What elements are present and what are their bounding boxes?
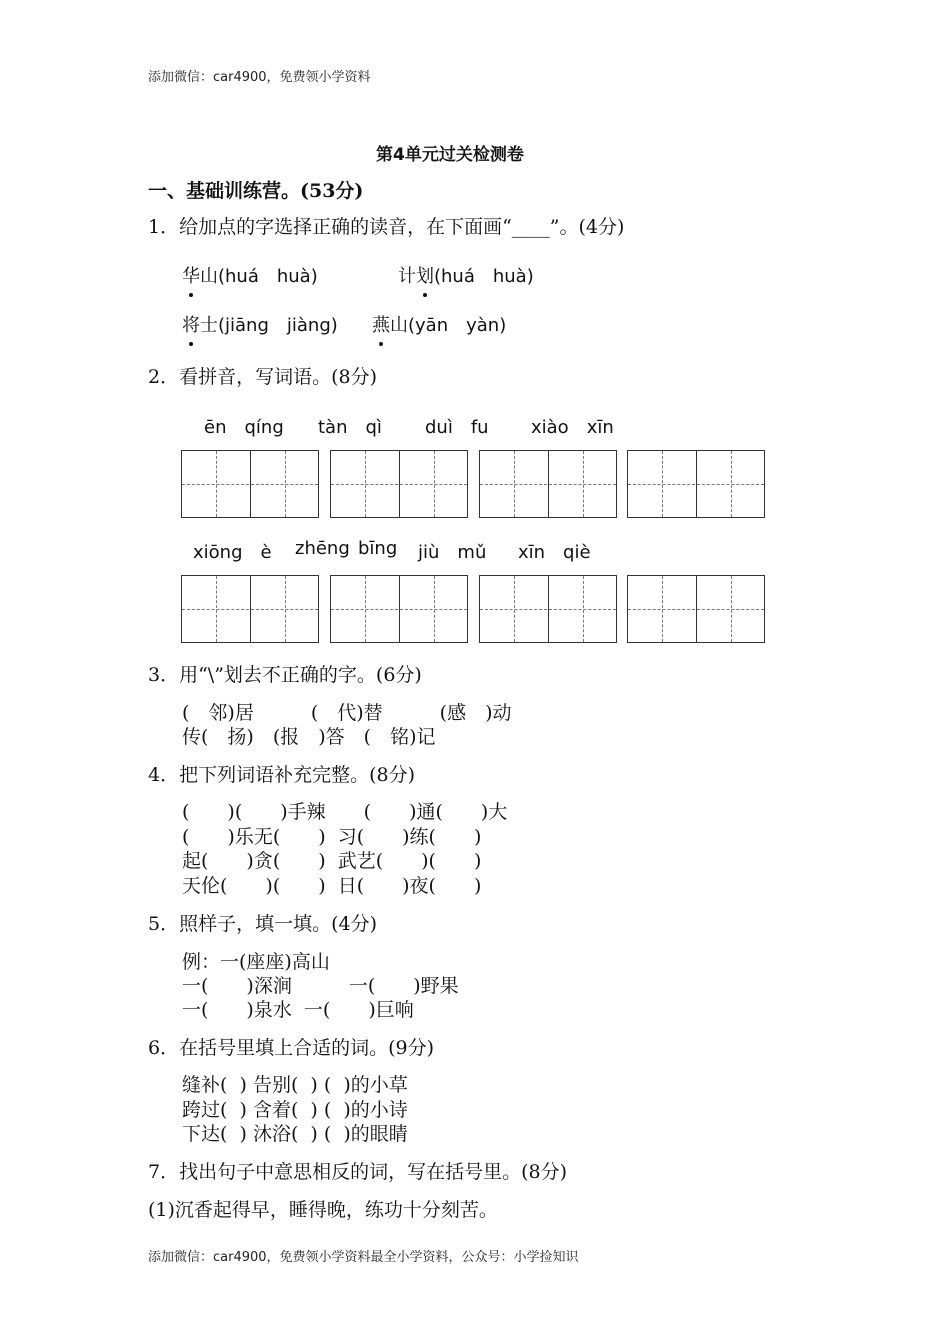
question-3-title: 3．用“\”划去不正确的字。(6分) [148,664,422,686]
q1-item-1-dotted-char: 华 [182,266,200,287]
writing-grid-4[interactable] [627,450,765,518]
pinyin-1: ēn qíng [204,417,284,438]
question-7-title: 7．找出句子中意思相反的词，写在括号里。(8分) [148,1161,568,1183]
question-4-title: 4．把下列词语补充完整。(8分) [148,764,416,786]
q3-line-1: ( 邻)居 ( 代)替 (感 )动 [182,702,512,724]
pinyin-7: bīng [358,538,398,559]
pinyin-9: xīn qiè [518,542,591,563]
q6-line-1: 缝补( ) 告别( ) ( )的小草 [182,1074,408,1096]
q5-example: 例：一(座座)高山 [182,951,330,973]
pinyin-2: tàn qì [318,417,382,438]
q5-line-2: 一( )深涧 一( )野果 [182,975,459,997]
q4-line-3: 起( )贪( ) 武艺( )( ) [182,850,482,872]
page-header: 添加微信：car4900，免费领小学资料 [148,70,371,85]
pinyin-5: xiōng è [193,542,272,563]
writing-grid-8[interactable] [627,575,765,643]
q1-item-4: 燕 山(yān yàn) [372,311,506,337]
writing-grid-3[interactable] [479,450,617,518]
q3-line-2: 传( 扬) (报 )答 ( 铭)记 [182,726,436,748]
writing-grid-6[interactable] [330,575,468,643]
q4-line-1: ( )( )手辣 ( )通( )大 [182,801,508,823]
q1-item-3-dotted-char: 将 [182,315,200,336]
question-1-title: 1．给加点的字选择正确的读音，在下面画“____”。(4分) [148,216,625,238]
page-title: 第4单元过关检测卷 [376,145,524,165]
pinyin-8: jiù mǔ [418,542,487,563]
writing-grid-5[interactable] [181,575,319,643]
writing-grid-2[interactable] [330,450,468,518]
question-6-title: 6．在括号里填上合适的词。(9分) [148,1037,435,1059]
q1-item-4-dotted-char: 燕 [372,315,390,336]
q1-item-2-dotted-char: 划 [416,266,434,287]
q7-sub-1: (1)沉香起得早，睡得晚，练功十分刻苦。 [148,1199,498,1221]
page-footer: 添加微信：car4900，免费领小学资料最全小学资料，公众号：小学捡知识 [148,1250,579,1265]
pinyin-6: zhēng [295,538,350,559]
question-5-title: 5．照样子，填一填。(4分) [148,913,378,935]
pinyin-4: xiào xīn [531,417,614,438]
question-2-title: 2．看拼音，写词语。(8分) [148,366,378,388]
pinyin-3: duì fu [425,417,489,438]
q6-line-3: 下达( ) 沐浴( ) ( )的眼睛 [182,1123,408,1145]
q4-line-4: 天伦( )( ) 日( )夜( ) [182,875,482,897]
section-1-heading: 一、基础训练营。(53分) [148,180,364,202]
writing-grid-1[interactable] [181,450,319,518]
q6-line-2: 跨过( ) 含着( ) ( )的小诗 [182,1099,408,1121]
q4-line-2: ( )乐无( ) 习( )练( ) [182,826,482,848]
q5-line-3: 一( )泉水 一( )巨响 [182,999,414,1021]
q1-item-2: 计划 (huá huà) [398,262,534,288]
q1-item-3: 将 士(jiāng jiàng) [182,311,338,337]
writing-grid-7[interactable] [479,575,617,643]
q1-item-1: 华 山(huá huà) [182,262,318,288]
